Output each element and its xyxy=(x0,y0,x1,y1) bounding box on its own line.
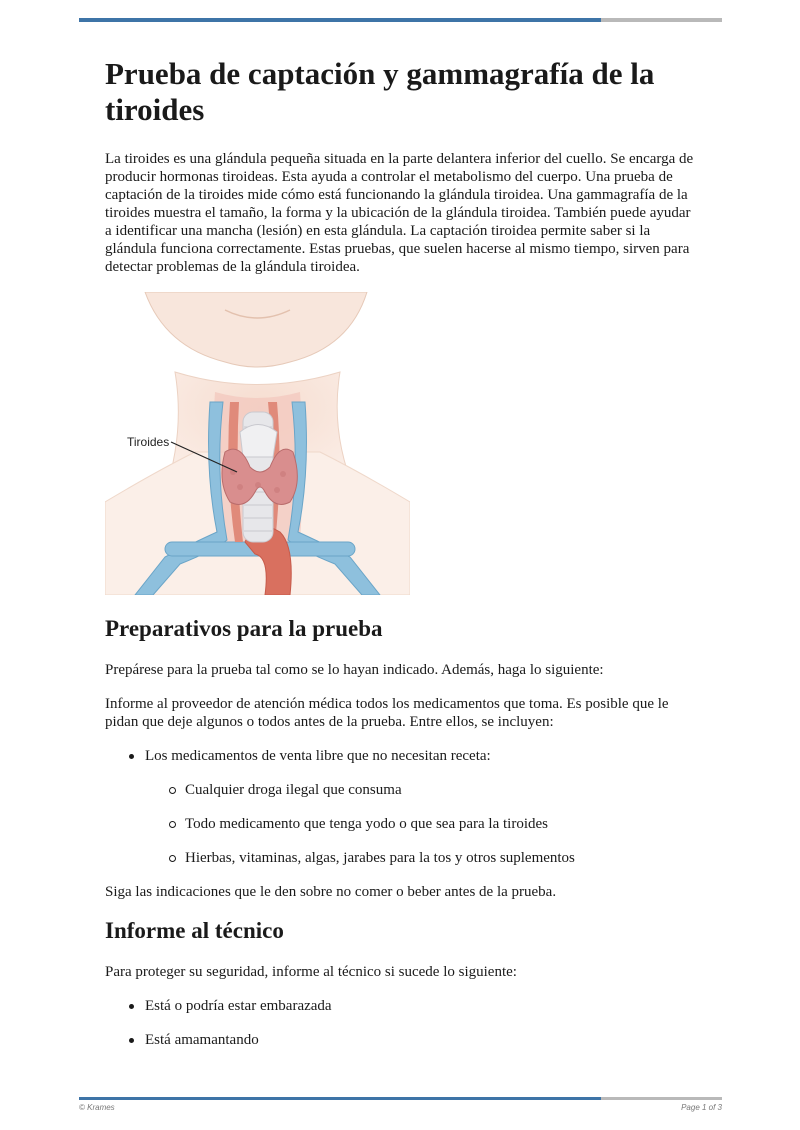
footer-copyright: © Krames xyxy=(79,1103,115,1112)
sub-list-item-text: Cualquier droga ilegal que consuma xyxy=(185,782,402,798)
preparation-paragraph-3: Siga las indicaciones que le den sobre no comer o beber antes de la prueba. xyxy=(105,884,557,900)
preparation-paragraph-2: Informe al proveedor de atención médica todos los medicamentos que toma. Es posible que le pidan que deje algunos o todos antes de la prueba. Entre ellos, se incluyen: xyxy=(105,696,669,730)
list-item-text: Está amamantando xyxy=(145,1032,259,1048)
sub-list-item-text: Hierbas, vitaminas, algas, jarabes para la tos y otros suplementos xyxy=(185,850,575,866)
technician-paragraph: Para proteger su seguridad, informe al técnico si sucede lo siguiente: xyxy=(105,964,517,980)
list-item-text: Está o podría estar embarazada xyxy=(145,998,332,1014)
list-item xyxy=(105,1031,700,1049)
sub-list-item xyxy=(145,815,700,833)
sub-list-item xyxy=(145,781,700,799)
list-item-text: Los medicamentos de venta libre que no necesitan receta: xyxy=(145,748,491,764)
hollow-bullet-icon xyxy=(169,787,176,794)
sub-list-item xyxy=(145,849,700,867)
technician-list xyxy=(105,997,700,1049)
bullet-icon xyxy=(129,1038,134,1043)
hollow-bullet-icon xyxy=(169,821,176,828)
bottom-rule xyxy=(79,1097,722,1100)
document-body xyxy=(105,56,700,1065)
top-rule xyxy=(79,18,722,22)
sub-list-item-text: Todo medicamento que tenga yodo o que sea para la tiroides xyxy=(185,816,548,832)
medication-list xyxy=(105,747,700,867)
hollow-bullet-icon xyxy=(169,855,176,862)
list-item xyxy=(105,747,700,867)
preparation-paragraph-1: Prepárese para la prueba tal como se lo hayan indicado. Además, haga lo siguiente: xyxy=(105,662,604,678)
sub-list xyxy=(145,781,700,867)
list-item xyxy=(105,997,700,1015)
bullet-icon xyxy=(129,1004,134,1009)
section-heading-technician: Informe al técnico xyxy=(105,918,284,943)
thyroid-illustration xyxy=(105,292,410,595)
intro-paragraph: La tiroides es una glándula pequeña situada en la parte delantera inferior del cuello. Se encarga de producir hormonas tiroideas. Esta ayuda a controlar el metabolismo del cuerpo. Una prueba de captación de la tiroides mide cómo está funcionando la glándula tiroidea. Una gammagrafía de la tiroides muestra el tamaño, la forma y la ubicación de la glándula tiroidea. También puede ayudar a identificar una mancha (lesión) en esta glándula. La captación tiroidea permite saber si la glándula funciona correctamente. Estas pruebas, que suelen hacerse al mismo tiempo, sirven para detectar problemas de la glándula tiroidea. xyxy=(105,151,694,275)
bullet-icon xyxy=(129,754,134,759)
section-heading-preparation: Preparativos para la prueba xyxy=(105,616,383,641)
page-title: Prueba de captación y gammagrafía de la tiroides xyxy=(105,56,655,127)
footer-page-number: Page 1 of 3 xyxy=(681,1103,722,1112)
figure-label: Tiroides xyxy=(127,435,170,449)
